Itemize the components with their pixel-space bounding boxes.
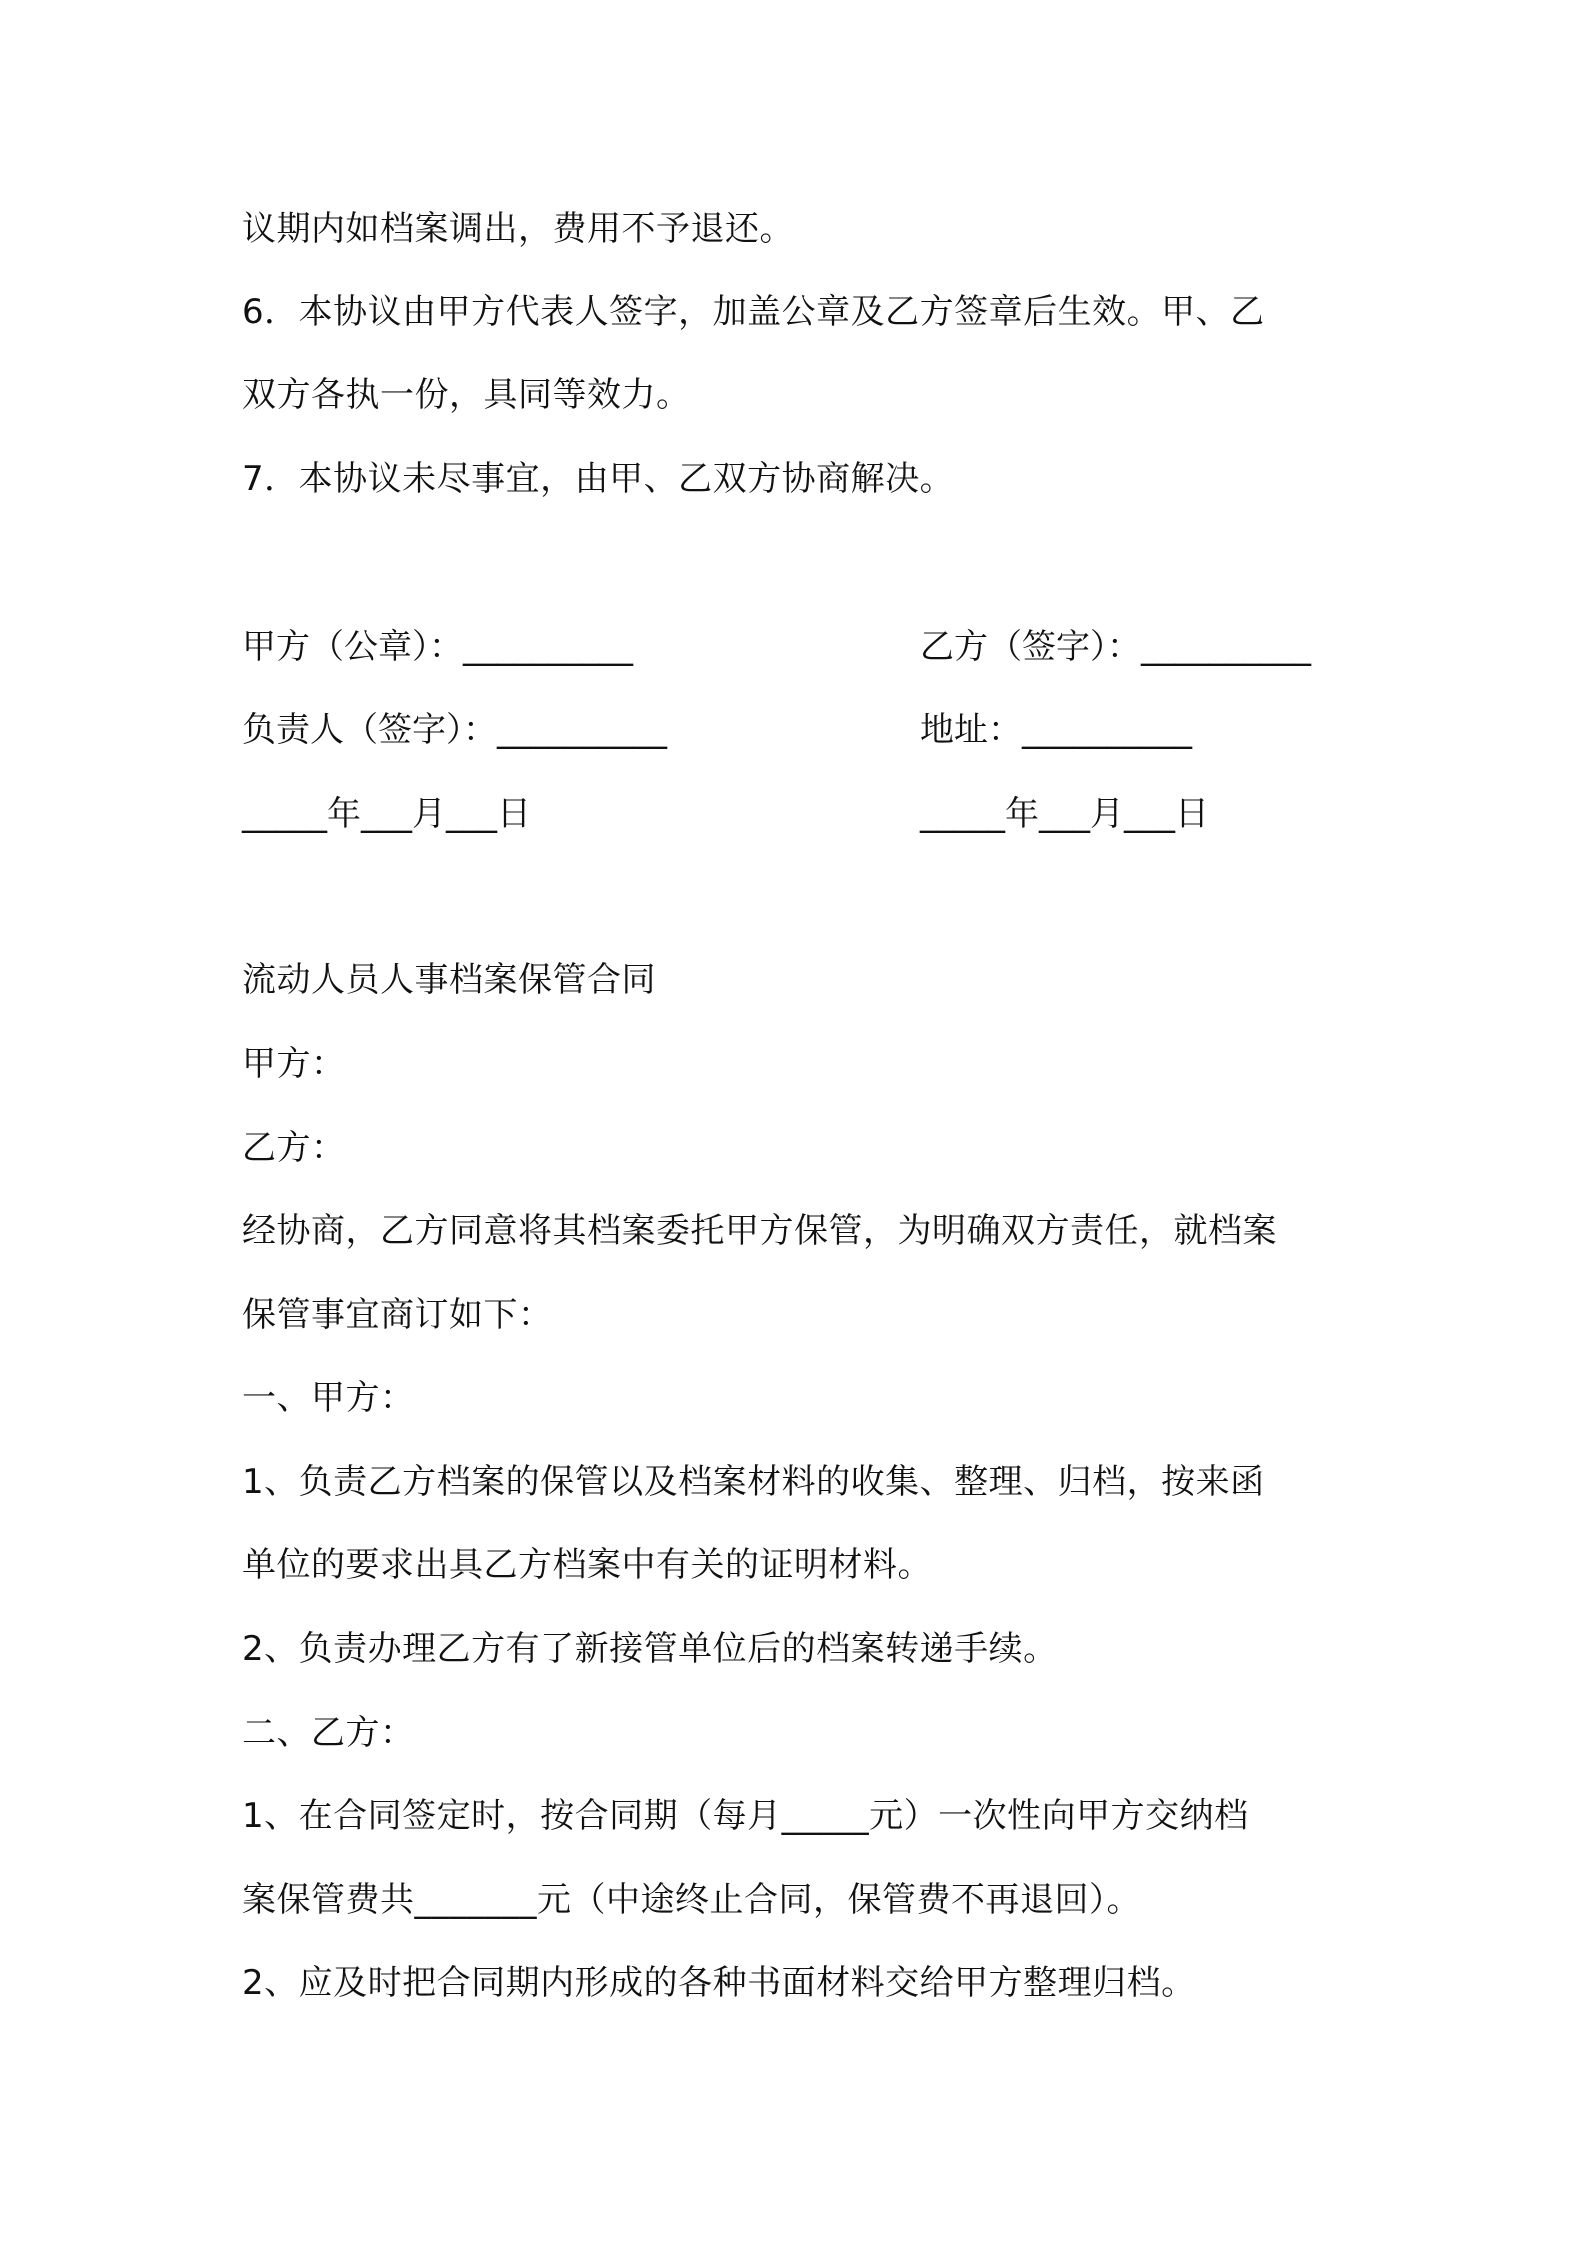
party-b-date-field: _____年___月___日 bbox=[920, 794, 1209, 834]
party-a-seal-field: 甲方（公章）：__________ bbox=[242, 627, 633, 667]
section-two-item-1-line-2: 案保管费共_______元（中途终止合同，保管费不再退回）。 bbox=[242, 1880, 1141, 1920]
clause-7-line: 7．本协议未尽事宜，由甲、乙双方协商解决。 bbox=[242, 459, 955, 499]
preamble-line-1: 经协商，乙方同意将其档案委托甲方保管，为明确双方责任，就档案 bbox=[242, 1211, 1277, 1251]
section-two-heading: 二、乙方： bbox=[242, 1713, 415, 1753]
section-two-item-2: 2、应及时把合同期内形成的各种书面材料交给甲方整理归档。 bbox=[242, 1963, 1196, 2003]
section-one-heading: 一、甲方： bbox=[242, 1378, 415, 1418]
clause-6-line-1: 6．本协议由甲方代表人签字，加盖公章及乙方签章后生效。甲、乙 bbox=[242, 292, 1265, 332]
party-b-signature-field: 乙方（签字）：__________ bbox=[920, 627, 1311, 667]
party-a-line: 甲方： bbox=[242, 1044, 346, 1084]
party-b-line: 乙方： bbox=[242, 1128, 346, 1168]
section-one-item-1-line-1: 1、负责乙方档案的保管以及档案材料的收集、整理、归档，按来函 bbox=[242, 1462, 1265, 1502]
paragraph-refund-line: 议期内如档案调出，费用不予退还。 bbox=[242, 209, 794, 249]
section-one-item-1-line-2: 单位的要求出具乙方档案中有关的证明材料。 bbox=[242, 1545, 932, 1585]
section-one-item-2: 2、负责办理乙方有了新接管单位后的档案转递手续。 bbox=[242, 1629, 1058, 1669]
section-two-item-1-line-1: 1、在合同签定时，按合同期（每月_____元）一次性向甲方交纳档 bbox=[242, 1796, 1249, 1836]
responsible-person-signature-field: 负责人（签字）：__________ bbox=[242, 710, 667, 750]
preamble-line-2: 保管事宜商订如下： bbox=[242, 1295, 553, 1335]
address-field: 地址：__________ bbox=[920, 710, 1192, 750]
contract-title: 流动人员人事档案保管合同 bbox=[242, 960, 656, 1000]
party-a-date-field: _____年___月___日 bbox=[242, 794, 531, 834]
clause-6-line-2: 双方各执一份，具同等效力。 bbox=[242, 375, 691, 415]
